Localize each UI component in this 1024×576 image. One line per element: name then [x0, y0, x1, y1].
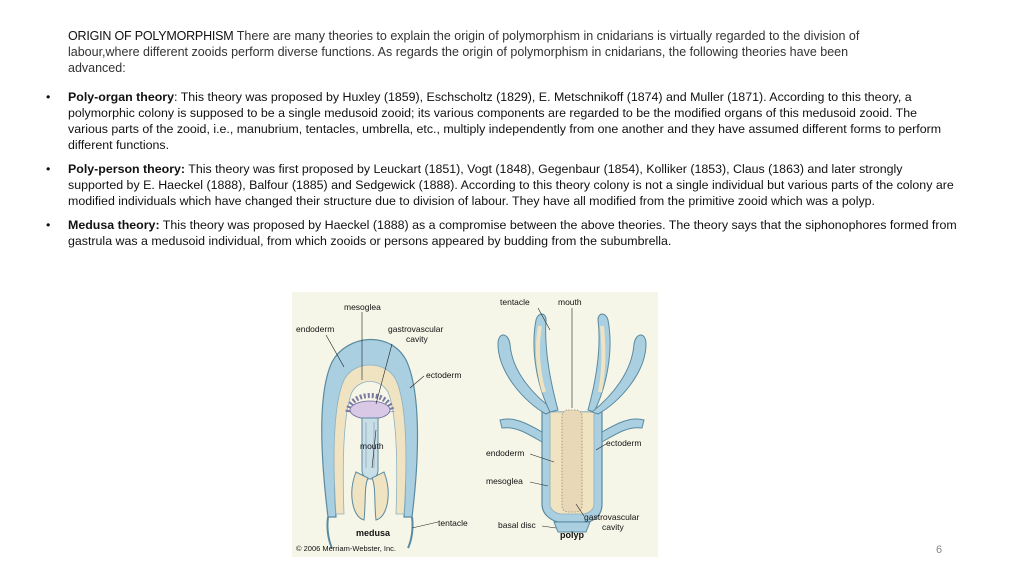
- intro-text: There are many theories to explain the origin of polymorphism in cnidarians is virtually regarded to the division of labour,where different zooids perform diverse functions. As regards the origin of polymorphism in cnidarians, the following theories have been advanced:: [68, 29, 860, 75]
- theory-title: Poly-person theory:: [68, 162, 186, 176]
- theory-poly-organ: [42, 89, 957, 153]
- polyp-illustration: [486, 297, 646, 540]
- theories-list: [42, 89, 957, 257]
- label-basal-disc: basal disc: [498, 520, 536, 530]
- label-mouth-polyp: mouth: [558, 297, 582, 307]
- page-number: 6: [936, 544, 943, 556]
- theory-poly-person: [42, 161, 957, 209]
- label-polyp: polyp: [560, 530, 584, 540]
- label-ectoderm: ectoderm: [426, 370, 462, 380]
- theory-title: Poly-organ theory: [68, 90, 175, 104]
- intro-paragraph: [68, 28, 868, 76]
- theory-medusa: [42, 217, 957, 249]
- label-cavity-polyp: cavity: [602, 522, 624, 532]
- theory-text: This theory was first proposed by Leuckart (1851), Vogt (1848), Gegenbaur (1854), Kolliker (1853), Claus (1863) and later strongly supported by E. Haeckel (1888), Balfour (1885) and Sedgewick (1888). According to this theory colony is not a single individual but various parts of the colony are modified individuals which have changed their structure due to division of labour. They have all modified from the primitive zooid which was a polyp.: [68, 162, 954, 208]
- bullet-icon: •: [46, 162, 51, 176]
- label-cavity: cavity: [406, 334, 428, 344]
- label-mouth: mouth: [360, 441, 384, 451]
- label-mesoglea-polyp: mesoglea: [486, 476, 523, 486]
- label-tentacle-polyp: tentacle: [500, 297, 530, 307]
- label-ectoderm-polyp: ectoderm: [606, 438, 642, 448]
- label-gastrovascular-polyp: gastrovascular: [584, 512, 640, 522]
- figure-illustration: [292, 292, 658, 557]
- label-tentacle: tentacle: [438, 518, 468, 528]
- label-mesoglea: mesoglea: [344, 302, 381, 312]
- slide-heading: ORIGIN OF POLYMORPHISM: [68, 29, 234, 43]
- bullet-icon: •: [46, 218, 51, 232]
- label-medusa: medusa: [356, 528, 391, 538]
- label-gastrovascular: gastrovascular: [388, 324, 444, 334]
- theory-text: This theory was proposed by Haeckel (1888) as a compromise between the above theories. The theory says that the siphonophores formed from gastrula was a medusoid individual, from which zooids or persons appeared by budding from the subumbrella.: [68, 218, 957, 248]
- label-endoderm-polyp: endoderm: [486, 448, 525, 458]
- medusa-polyp-figure: [292, 292, 658, 557]
- figure-copyright: © 2006 Merriam-Webster, Inc.: [296, 544, 397, 553]
- bullet-icon: •: [46, 90, 51, 104]
- theory-title: Medusa theory:: [68, 218, 160, 232]
- label-endoderm: endoderm: [296, 324, 335, 334]
- medusa-illustration: [296, 302, 468, 548]
- theory-text: : This theory was proposed by Huxley (1859), Eschscholtz (1829), E. Metschnikoff (1874) and Muller (1871). According to this theory, a polymorphic colony is supposed to be a single medusoid zooid; its various components are regarded to be the modified organs of this medusoid zooid. The various parts of the zooid, i.e., manubrium, tentacles, umbrella, etc., multiply independently from one another and they have assumed different forms to perform different functions.: [68, 90, 942, 152]
